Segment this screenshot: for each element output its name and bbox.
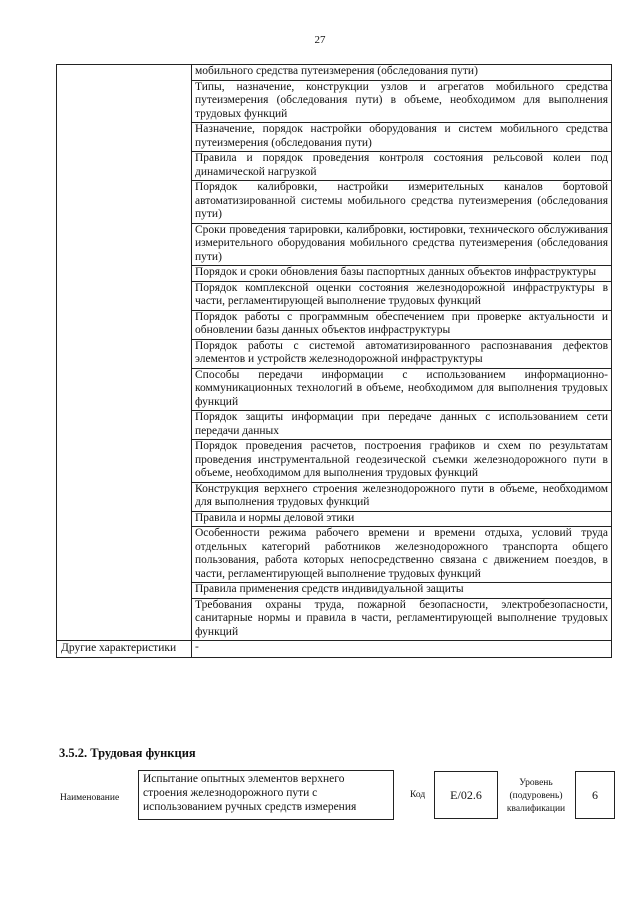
table-cell: Назначение, порядок настройки оборудования и систем мобильного средства путеизмерения (обследования пути) xyxy=(192,123,612,152)
code-value: E/02.6 xyxy=(434,771,498,819)
table-cell: Порядок работы с программным обеспечением при проверке актуальности и обновлении базы данных объектов инфраструктуры xyxy=(192,310,612,339)
table-cell: Порядок комплексной оценки состояния железнодорожной инфраструктуры в части, регламентирующей выполнение трудовых функций xyxy=(192,281,612,310)
section-title: 3.5.2. Трудовая функция xyxy=(59,746,196,760)
left-column-cell xyxy=(57,65,192,641)
qualification-level-value: 6 xyxy=(575,771,615,819)
table-cell: Правила и порядок проведения контроля состояния рельсовой колеи под динамической нагрузкой xyxy=(192,152,612,181)
knowledge-table xyxy=(56,64,612,658)
code-label: Код xyxy=(410,790,426,800)
table-cell: Порядок защиты информации при передаче данных с использованием сети передачи данных xyxy=(192,411,612,440)
other-characteristics-value: - xyxy=(192,641,612,658)
table-cell: Порядок работы с системой автоматизированного распознавания дефектов элементов и устройств железнодорожной инфраструктуры xyxy=(192,339,612,368)
table-cell: Порядок и сроки обновления базы паспортных данных объектов инфраструктуры xyxy=(192,266,612,282)
table-cell: мобильного средства путеизмерения (обследования пути) xyxy=(192,65,612,81)
table-row xyxy=(57,65,612,81)
table-cell: Типы, назначение, конструкции узлов и агрегатов мобильного средства путеизмерения (обследования пути) в объеме, необходимом для выполнения трудовых функций xyxy=(192,80,612,123)
table-cell: Сроки проведения тарировки, калибровки, юстировки, технического обслуживания измерительного оборудования мобильного средства путеизмерения (обследования пути) xyxy=(192,223,612,266)
table-cell: Правила применения средств индивидуальной защиты xyxy=(192,583,612,599)
table-cell: Способы передачи информации с использованием информационно-коммуникационных технологий в объеме, необходимом для выполнения трудовых функций xyxy=(192,368,612,411)
qualification-level-label: Уровень (подуровень) квалификации xyxy=(506,778,566,814)
table-cell: Требования охраны труда, пожарной безопасности, электробезопасности, санитарные нормы и правила в части, регламентирующей выполнение трудовых функций xyxy=(192,598,612,641)
table-row-other xyxy=(57,641,612,658)
function-name-value: Испытание опытных элементов верхнего строения железнодорожного пути с использованием ручных средств измерения xyxy=(138,770,394,820)
table-cell: Порядок проведения расчетов, построения графиков и схем по результатам проведения инструментальной геодезической съемки железнодорожного пути в объеме, необходимом для выполнения трудовых функций xyxy=(192,440,612,483)
other-characteristics-label: Другие характеристики xyxy=(57,641,192,658)
function-name-label: Наименование xyxy=(60,793,120,803)
table-cell: Порядок калибровки, настройки измерительных каналов бортовой автоматизированной системы мобильного средства путеизмерения (обследования пути) xyxy=(192,181,612,224)
table-cell: Конструкция верхнего строения железнодорожного пути в объеме, необходимом для выполнения трудовых функций xyxy=(192,482,612,511)
page-number: 27 xyxy=(314,34,326,46)
table-cell: Особенности режима рабочего времени и времени отдыха, условий труда отдельных категорий работников железнодорожного транспорта общего пользования, работа которых непосредственно связана с движением поездов, в части, регламентирующей выполнение трудовых функций xyxy=(192,527,612,583)
table-cell: Правила и нормы деловой этики xyxy=(192,511,612,527)
